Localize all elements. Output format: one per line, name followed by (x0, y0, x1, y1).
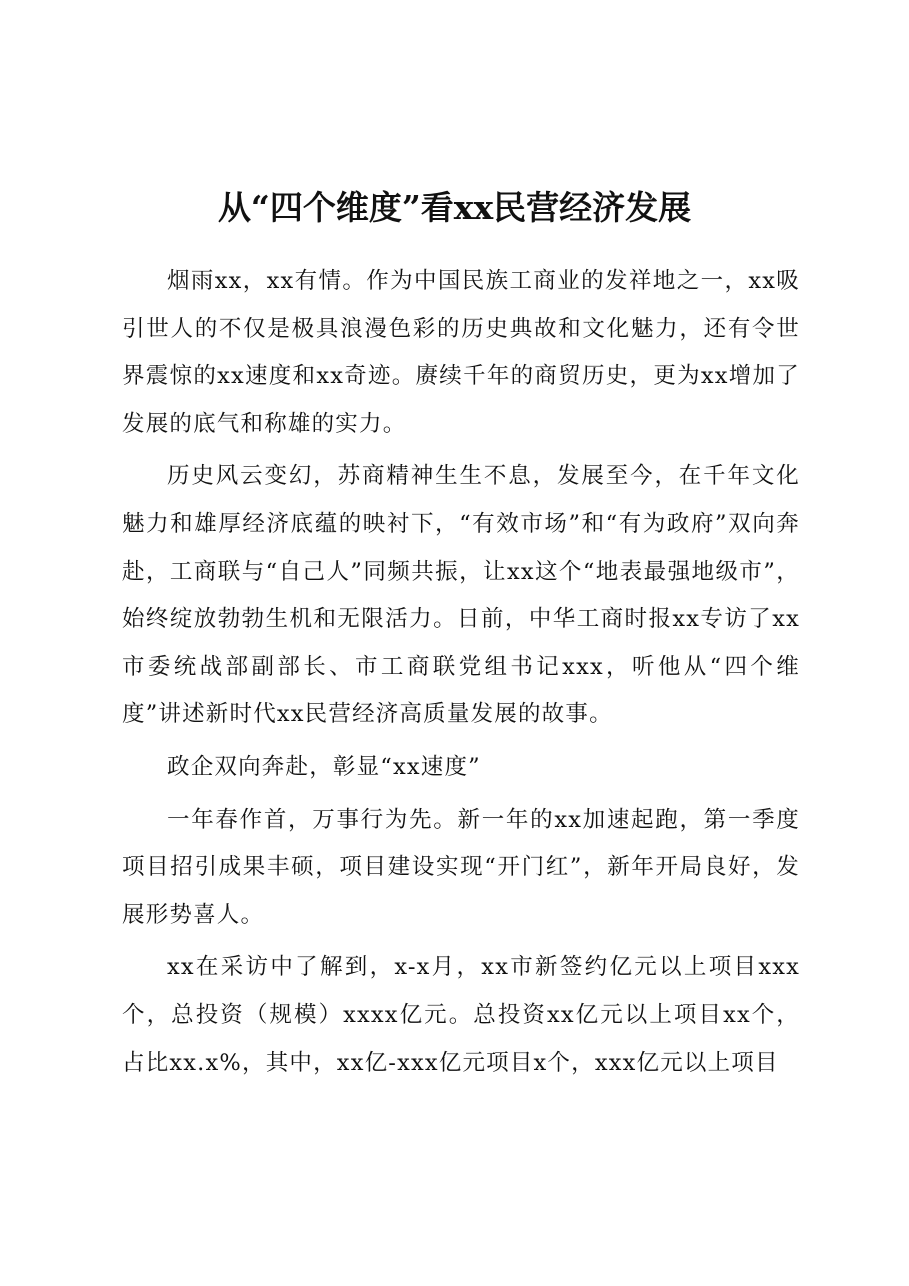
paragraph-projects: xx在采访中了解到，x-x月，xx市新签约亿元以上项目xxx个，总投资（规模）xxxx亿元。总投资xx亿元以上项目xx个，占比xx.x%，其中，xx亿-xxx亿元项目x个，xxx亿元以上项目 (122, 954, 800, 1076)
document-body (122, 258, 800, 1087)
paragraph-new-year: 一年春作首，万事行为先。新一年的xx加速起跑，第一季度项目招引成果丰硕，项目建设实现“开门红”，新年开局良好，发展形势喜人。 (122, 806, 800, 928)
paragraph-history: 历史风云变幻，苏商精神生生不息，发展至今，在千年文化魅力和雄厚经济底蕴的映衬下，“有效市场”和“有为政府”双向奔赴，工商联与“自己人”同频共振，让xx这个“地表最强地级市”，始终绽放勃勃生机和无限活力。日前，中华工商时报xx专访了xx市委统战部副部长、市工商联党组书记xxx，听他从“四个维度”讲述新时代xx民营经济高质量发展的故事。 (122, 463, 800, 728)
section-heading: 政企双向奔赴，彰显“xx速度” (167, 753, 481, 780)
paragraph-intro: 烟雨xx，xx有情。作为中国民族工商业的发祥地之一，xx吸引世人的不仅是极具浪漫色彩的历史典故和文化魅力，还有令世界震惊的xx速度和xx奇迹。赓续千年的商贸历史，更为xx增加了发展的底气和称雄的实力。 (122, 268, 800, 437)
document-title: 从“四个维度”看xx民营经济发展 (217, 188, 692, 227)
